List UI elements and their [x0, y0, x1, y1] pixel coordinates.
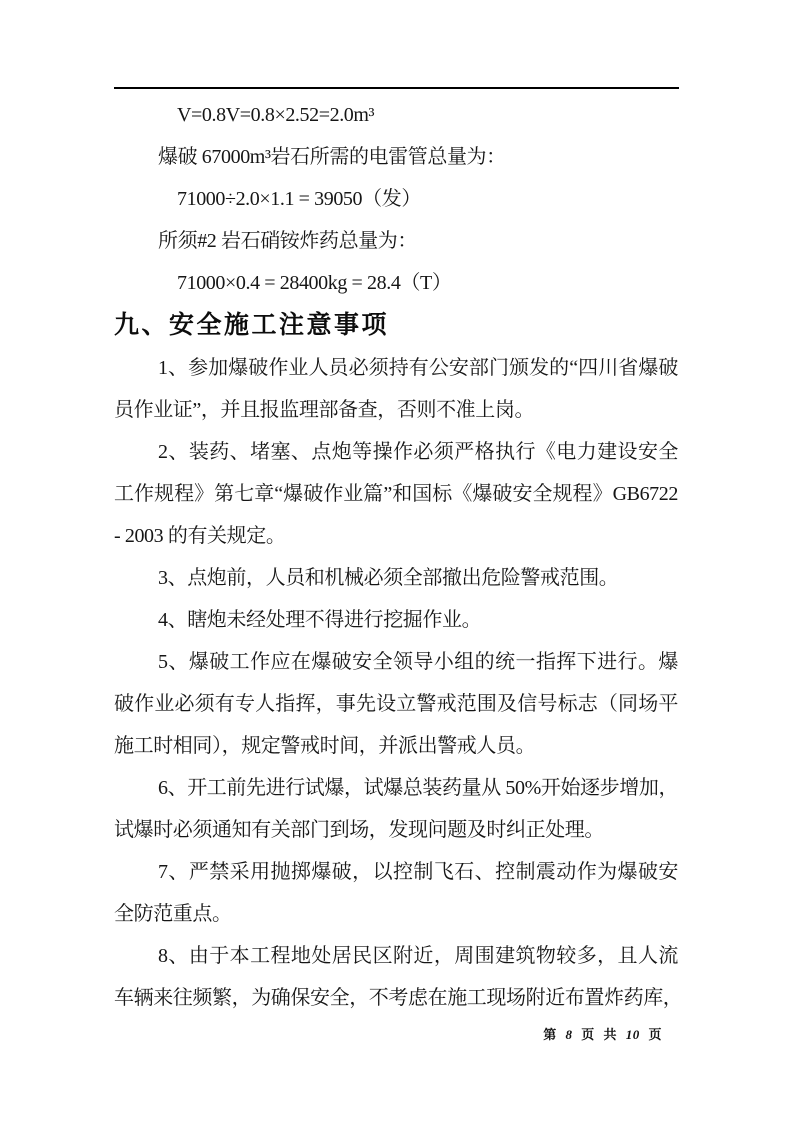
doc-line: - 2003 的有关规定。: [114, 525, 286, 547]
footer-label-total: 共: [603, 1027, 617, 1042]
doc-line: 6、开工前先进行试爆，试爆总装药量从 50%开始逐步增加，: [158, 777, 679, 799]
doc-line: 工作规程》第七章“爆破作业篇”和国标《爆破安全规程》GB6722: [114, 483, 678, 505]
header-rule: [114, 87, 679, 89]
formula-line: V=0.8V=0.8×2.52=2.0m³: [177, 104, 375, 126]
doc-line: 试爆时必须通知有关部门到场，发现问题及时纠正处理。: [114, 819, 604, 841]
formula-line: 71000×0.4 = 28400kg = 28.4（T）: [177, 272, 452, 294]
doc-line: 1、参加爆破作业人员必须持有公安部门颁发的“四川省爆破: [158, 357, 678, 379]
doc-line: 2、装药、堵塞、点炮等操作必须严格执行《电力建设安全: [158, 441, 678, 463]
doc-line: 爆破 67000m³岩石所需的电雷管总量为：: [158, 146, 506, 168]
section-heading: 九、安全施工注意事项: [114, 312, 390, 339]
footer-current-page: 8: [565, 1027, 573, 1042]
doc-line: 破作业必须有专人指挥，事先设立警戒范围及信号标志（同场平: [114, 693, 678, 715]
doc-line: 全防范重点。: [114, 903, 232, 925]
doc-line: 4、瞎炮未经处理不得进行挖掘作业。: [158, 609, 482, 631]
formula-line: 71000÷2.0×1.1 = 39050（发）: [177, 188, 421, 210]
doc-line: 施工时相同），规定警戒时间，并派出警戒人员。: [114, 735, 536, 757]
doc-line: 所须#2 岩石硝铵炸药总量为：: [158, 230, 417, 252]
footer-label-page: 第: [543, 1027, 557, 1042]
footer-label-ye2: 页: [648, 1027, 662, 1042]
doc-line: 8、由于本工程地处居民区附近，周围建筑物较多，且人流: [158, 945, 678, 967]
doc-line: 7、严禁采用抛掷爆破，以控制飞石、控制震动作为爆破安: [158, 861, 678, 883]
doc-line: 5、爆破工作应在爆破安全领导小组的统一指挥下进行。爆: [158, 651, 678, 673]
footer-label-ye: 页: [581, 1027, 595, 1042]
doc-line: 员作业证”，并且报监理部备查，否则不准上岗。: [114, 399, 535, 421]
doc-line: 3、点炮前，人员和机械必须全部撤出危险警戒范围。: [158, 567, 619, 589]
doc-line: 车辆来往频繁，为确保安全，不考虑在施工现场附近布置炸药库，: [114, 987, 683, 1009]
document-body: [114, 94, 683, 1019]
page-footer: [0, 1024, 662, 1043]
footer-total-pages: 10: [625, 1027, 640, 1042]
